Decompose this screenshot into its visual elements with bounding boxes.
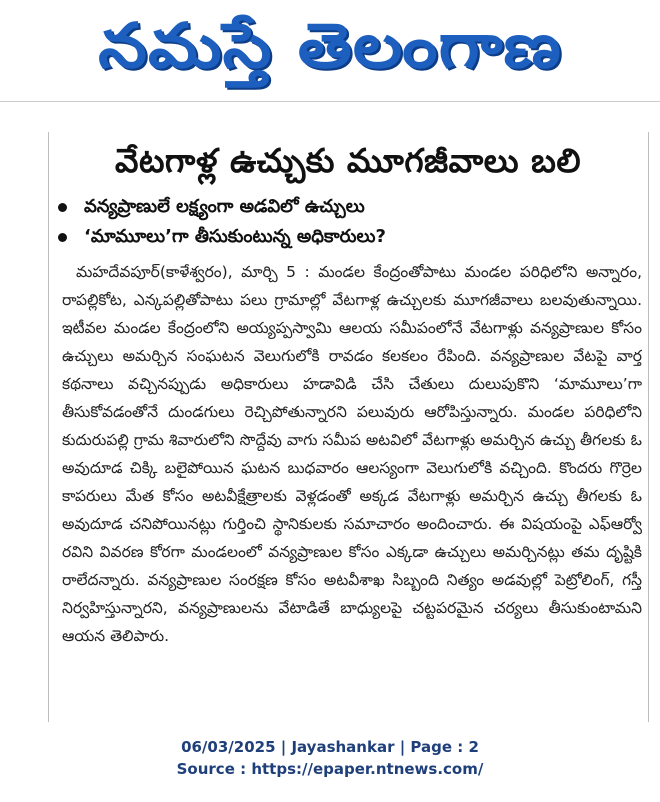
article-body: మహదేవపూర్(కాళేశ్వరం), మార్చి 5 : మండల కేంద్రంతోపాటు మండల పరిధిలోని అన్నారం, రాపల్లికోట, ఎన్కపల్లితోపాటు పలు గ్రామాల్లో వేటగాళ్ల ఉచ్చులకు మూగజీవాలు బలవుతున్నాయి. ఇటీవల మండల కేంద్రంలోని అయ్యప్పస్వామి ఆలయ సమీపంలోనే వేటగాళ్లు వన్యప్రాణుల కోసం ఉచ్చులు అమర్చిన సంఘటన వెలుగులోకి రావడం కలకలం రేపింది. వన్యప్రాణుల వేటపై వార్త కథనాలు వచ్చినప్పుడు అధికారులు హడావిడి చేసి చేతులు దులుపుకొని ‘మామూలు’గా తీసుకోవడంతోనే దుండగులు రెచ్చిపోతున్నారని పలువురు ఆరోపిస్తున్నారు. మండల పరిధిలోని కుదురుపల్లి గ్రామ శివారులోని సొద్దేవు వాగు సమీప అటవిలో వేటగాళ్లు అమర్చిన ఉచ్చు తీగలకు ఓ అవుదూడ చిక్కి బలైపోయిన ఘటన బుధవారం ఆలస్యంగా వెలుగులోకి వచ్చింది. కొందరు గొర్రెల కాపరులు మేత కోసం అటవీక్షేత్రాలకు వెళ్లడంతో అక్కడ వేటగాళ్లు అమర్చిన ఉచ్చు తీగలకు ఓ అవుదూడ చనిపోయినట్లు గుర్తించి స్థానికులకు సమాచారం అందించారు. ఈ విషయంపై ఎఫ్ఆర్వో రవిని వివరణ కోరగా మండలంలో వన్యప్రాణుల కోసం ఎక్కడా ఉచ్చులు అమర్చినట్లు తమ దృష్టికి రాలేదన్నారు. వన్యప్రాణుల సంరక్షణ కోసం అటవీశాఖ సిబ్బంది నిత్యం అడవుల్లో పెట్రోలింగ్, గస్తీ నిర్వహిస్తున్నారని, వన్యప్రాణులను వేటాడితే బాధ్యులపై చట్టపరమైన చర్యలు తీసుకుంటామని ఆయన తెలిపారు. <box>62 263 642 645</box>
subhead-text: ‘మామూలు’గా తీసుకుంటున్న అధికారులు? <box>84 226 386 247</box>
masthead <box>0 0 660 100</box>
article-headline: వేటగాళ్ల ఉచ్చుకు మూగజీవాలు బలి <box>114 141 582 180</box>
clip-right-border <box>648 132 649 722</box>
source-link[interactable]: Source : https://epaper.ntnews.com/ <box>176 760 484 778</box>
subhead-item <box>48 222 648 252</box>
article-subheads <box>48 192 648 252</box>
subhead-text: వన్యప్రాణులే లక్ష్యంగా అడవిలో ఉచ్చులు <box>84 196 365 217</box>
masthead-divider <box>0 101 660 102</box>
news-clipping <box>48 132 648 722</box>
bullet-icon <box>58 203 67 212</box>
subhead-item <box>48 192 648 222</box>
bullet-icon <box>58 233 67 242</box>
clipping-footer <box>0 736 660 780</box>
edition-info: 06/03/2025 | Jayashankar | Page : 2 <box>181 738 479 756</box>
newspaper-logo: నమస్తే తెలంగాణ <box>98 9 562 82</box>
